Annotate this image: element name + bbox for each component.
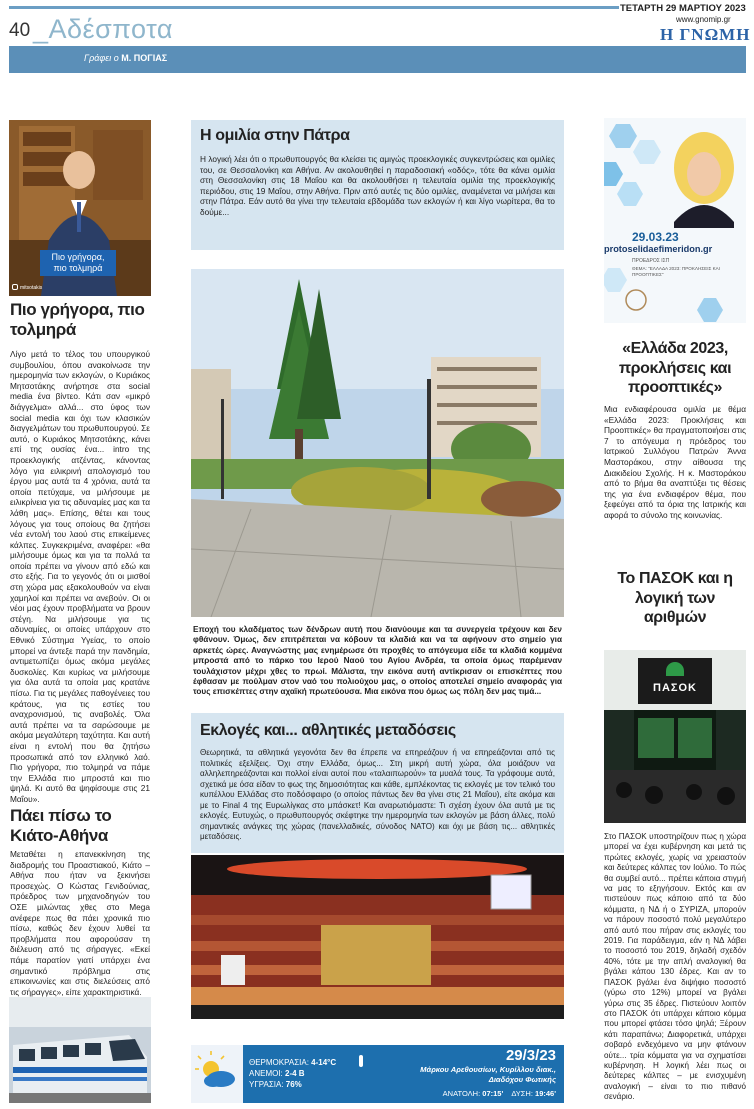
park-photo-caption: Εποχή του κλαδέματος των δένδρων αυτή που διανύουμε και τα συνεργεία τρέχουν και δεν φθάνουν. Όμως, δεν επιτρέπεται να κόβουν τα κλαδιά και να τα αφήνουν στο σημείο για αρκετές ώρες. Αναγνώστης μας ενημέρωσε ότι προχθές το απόγευμα είδε τα κλαδιά κομμένα μπροστά από το πάρκο του Ιερού Ναού του Αγίου Ανδρέα, τα οποία όμως παρέμεναν τουλάχιστον μέχρι χθες το πρωί. Μάλιστα, την εικόνα αυτή αντίκρισαν οι επισκέπτες που έφθασαν με πούλμαν στον ναό του πολιούχου μας, ο οποίος αποτελεί σημείο αναφοράς για τους επισκέπτες στην αχαϊκή πρωτεύουσα. Μια εικόνα που όμως ως πόλη δεν μας τιμά... — [193, 625, 562, 697]
wind-label: ΑΝΕΜΟΙ: — [249, 1069, 283, 1078]
pm-photo-account: mitsotakis — [20, 285, 43, 291]
sunset-value: 19:46' — [535, 1089, 556, 1098]
instagram-icon — [12, 284, 18, 290]
wind-value: 2-4 Β — [285, 1069, 305, 1078]
article-title-pasok: Το ΠΑΣΟΚ και η λογική των αριθμών — [617, 570, 733, 626]
pasok-photo — [604, 650, 746, 823]
article-title-patra: Η ομιλία στην Πάτρα — [200, 127, 350, 144]
article-body-pasok: Στο ΠΑΣΟΚ υποστηρίζουν πως η χώρα μπορεί να έχει κυβέρνηση και μετά τις πρώτες εκλογές, χωρίς να χρειαστούν και δεύτερες κάλπες τον Ιούλιο. Το πώς θα συμβεί αυτό... πρέπει κάποια στιγμή να μας το εξηγήσουν. Εκτός και αν πιστεύουν πως κάποιο από τα δύο κόμματα, η ΝΔ ή ο ΣΥΡΙΖΑ, μπορούν να πάρουν ποσοστό πολύ μεγαλύτερο από αυτό που πήραν στις εκλογές του 2019. Για παράδειγμα, εάν η ΝΔ λάβει το ποσοστό του 2019, δηλαδή σχεδόν 40%, τότε με την απλή αναλογική θα βγάλει κάπου 130 έδρες. Και αν το ΠΑΣΟΚ βγάλει ένα διψήφιο ποσοστό (γύρω στο 12%) μπορεί να βγάλει γύρω στις 35 έδρες. Πιστεύουν λοιπόν στο ΠΑΣΟΚ ότι υπάρχει κάποιο κόμμα που μπορεί φτάσει τόσο ψηλά; Ξέρουν κάτι παραπάνω; Διαφορετικά, υπάρχει σοβαρό ενδεχόμενο να μην φτάνουν ούτε... τρία κόμματα για να σχηματίσει κυβέρνηση. Η λογική λέει πως οι δεύτερες κάλπες – με ενισχυμένη αναλογική – είναι το πιο πιθανό σενάριο. — [604, 832, 746, 1102]
ad-site: protoselidaefimeridon.gr — [604, 244, 713, 254]
sunrise-label: ΑΝΑΤΟΛΗ: — [442, 1089, 481, 1098]
article-body-kiato: Μεταθέτει η επανεκκίνηση της διαδρομής του Προαστιακού, Κιάτο – Αθήνα που ήταν να ξεκινήσει προσεχώς. Ο Κώστας Γενιδούνιας, πρόεδρος των μηχανοδηγών του ΟΣΕ μιλώντας χθες στο Mega ανέφερε πως θα πάει χρονικά πιο πίσω, καθώς δεν έχουν λυθεί τα προβλήματα που αφορούσαν τη διέλευση από τις σήραγγες. «Εκεί πάμε παρατίον γιατί υπάρχει ένα σημαντικό πρόβλημα στις επικοινωνίες και στις διελεύσεις από τις σήραγγες», είπε χαρακτηριστικά. — [10, 849, 150, 997]
pasok-sun-logo — [666, 662, 684, 676]
author-name: Μ. ΠΟΓΙΑΣ — [121, 53, 168, 63]
logo: Η ΓΝΩΜΗ — [660, 25, 751, 44]
name-days: Μάρκου Αρεθουσίων, Κυρίλλου διακ., Διαδόχου Φωτικής — [420, 1065, 556, 1084]
pm-photo-overlay: Πιο γρήγορα, πιο τολμηρά — [40, 250, 116, 276]
temp-label: ΘΕΡΜΟΚΡΑΣΙΑ: — [249, 1058, 309, 1067]
arena-photo — [191, 855, 564, 1019]
pasok-sign: ΠΑΣΟΚ — [653, 682, 697, 694]
weather-wind-row — [249, 1068, 336, 1079]
train-photo — [9, 997, 151, 1103]
author-line — [84, 53, 167, 63]
article-body-faster: Λίγο μετά το τέλος του υπουργικού συμβουλίου, όπου ανακοίνωσε την ημερομηνία των εκλογών, ο Κυριάκος Μητσοτάκης ανήρτησε στα social media ένα βίντεο. Κάτι σαν «μικρό διάγγελμα» αλλά... στο ύφος των social media και όχι των κλασικών διαγγελμάτων του πρωθυπουργού. Σε αυτό, ο Κυριάκος Μητσοτάκης, κάνει επί της ουσίας ένα... intro της προεκλογικής ατζέντας, κάνοντας λόγο για ειλικρινή απολογισμό του έργου μας αυτά τα 4 χρόνια, αυτά τα οποία πετύχαμε, να μιλήσουμε με ειλικρίνεια για τις αδυναμίες μας και τα λάθη μας». Επίσης, θέτει και τους λόγους για τους οποίους θα ζητήσει νέα εντολή του λαού στις επικείμενες κάλπες. Συγκεκριμένα, αναφέρει: «θα μιλήσουμε όμως και για τα πολλά τα οποία πρέπει να γίνουν από εδώ και στο εξής. Για το γεγονός ότι οι μισθοί στη χώρα μας εξακολουθούν να είναι χαμηλοί και πρέπει να ανεβούν. Οι οι νέοι μας έχουν προβλήματα να βρουν στέγη. Να μιλήσουμε για τις αδυναμίες, οι οποίες υπάρχουν στο Εθνικό Σύστημα Υγείας, το οποίο μπορεί να άντεξε παρά την πανδημία, αντιμετωπίζει όμως ακόμα μεγάλες δυσκολίες. Και κυρίως να μιλήσουμε για όλα αυτά τα οποία μας κρατάνε πίσω. Για τις μεγάλες παθογένειες του κράτους, για τις εστίες του αναχρονισμού, τις αναβολές. Όλα αυτά πρέπει να τα σαρώσουμε με ακόμα μεγαλύτερη ταχύτητα. Και αυτή είναι η εντολή που θα ζητήσω προσωπικά από τον ελληνικό λαό. Πιο γρήγορα, πιο τολμηρά να πάμε την Ελλάδα πιο μπροστά και πιο ψηλά. Κι αυτό θα ψηφίσουμε στις 21 Μαΐου». — [10, 349, 150, 804]
page-number: 40 — [9, 20, 31, 41]
section-title: _Αδέσποτα — [33, 14, 174, 44]
humidity-label: ΥΓΡΑΣΙΑ: — [249, 1080, 284, 1089]
park-photo — [191, 269, 564, 617]
humidity-value: 76% — [285, 1080, 302, 1089]
arena-illustration — [191, 855, 564, 1019]
elections-box — [191, 713, 564, 853]
ad-sub: ΠΡΟΕΔΡΟΣ ΙΣΠ — [632, 258, 670, 264]
sunrise-value: 07:15' — [482, 1089, 504, 1098]
website: www.gnomip.gr — [676, 15, 731, 24]
weather-bar — [191, 1045, 564, 1103]
header-top-rule — [9, 6, 619, 9]
article-title-faster: Πιο γρήγορα, πιο τολμηρά — [10, 300, 145, 339]
article-title-greece2023: «Ελλάδα 2023, προκλήσεις και προοπτικές» — [618, 340, 732, 396]
article-title-kiato: Πάει πίσω το Κιάτο-Αθήνα — [10, 806, 112, 845]
sunset-label: ΔΥΣΗ: — [511, 1089, 533, 1098]
page-date: ΤΕΤΑΡΤΗ 29 ΜΑΡΤΙΟΥ 2023 — [620, 3, 746, 14]
weather-icon-box — [191, 1045, 243, 1103]
event-ad — [604, 118, 746, 323]
thermometer-icon — [359, 1055, 363, 1067]
ad-date: 29.03.23 — [632, 230, 679, 244]
ad-theme: ΘΕΜΑ: "ΕΛΛΑΔΑ 2023: ΠΡΟΚΛΗΣΕΙΣ ΚΑΙ ΠΡΟΟΠΤΙΚΕΣ" — [632, 266, 721, 277]
article-title-elections: Εκλογές και... αθλητικές μεταδόσεις — [200, 722, 456, 739]
article-body-greece2023: Μια ενδιαφέρουσα ομιλία με θέμα «Ελλάδα 2023: Προκλήσεις και Προοπτικές» θα πραγματοποιήσει στις 7 το απόγευμα η πρόεδρος του Ιατρικού Συλλόγου Πατρών Άννα Μαστοράκου, στην αίθουσα της Διακιδείου Σχολής. Η κ. Μαστοράκου από το βήμα θα αναπτύξει τις θέσεις της για ένα ενδιαφέρον θέμα, που ξεφεύγει από τα όρια της Ιατρικής και αφορά το σύνολο της κοινωνίας. — [604, 404, 746, 520]
patra-box — [191, 120, 564, 250]
sun-times — [443, 1089, 556, 1098]
sun-cloud-icon — [191, 1045, 243, 1103]
train-illustration — [9, 997, 151, 1103]
park-illustration — [191, 269, 564, 617]
article-body-elections: Θεωρητικά, τα αθλητικά γεγονότα δεν θα έπρεπε να επηρεάζουν ή να επηρεάζονται από τις πολιτικές εξελίξεις. Όχι στην Ελλάδα, όμως... Στη μικρή αυτή χώρα, όλα μοιάζουν να αλληλεπηρεάζονται και πολλοί είναι αυτοί που «ταλαιπωρούν» τα μυαλά τους. Τα γράφουμε αυτά, σχετικά με όσα είδαν το φως της δημοσιότητας και κάθε, εμπλέκοντας τις εκλογές με τον τελικό του κυπέλλου Ελλάδας στο ποδόσφαιρο (ο οποίος πάντως δεν θα γίνει στις 21 Μαΐου), είτε ακόμα και με το Final 4 της Ευρωλίγκας στο μπάσκετ! Και αναρωτιόμαστε: Τι σχέση έχουν όλα αυτά με τις εκλογές. Ευτυχώς, ο πρωθυπουργός σκέφτηκε την ημερομηνία των εκλογών με βάση άλλες, πολύ σημαντικές ανάγκες της χώρας (πανελλαδικές, σύνοδος ΝΑΤΟ) και όχι με βάση τις... αθλητικές μεταδόσεις. — [200, 748, 555, 841]
event-ad-graphics — [604, 118, 746, 323]
article-body-patra: Η λογική λέει ότι ο πρωθυπουργός θα κλείσει τις αμιγώς προεκλογικές συγκεντρώσεις και ομιλίες του, σε Θεσσαλονίκη και Αθήνα. Αν ακολουθηθεί η παραδοσιακή «οδός», τότε θα κάνει ομιλία στη Θεσσαλονίκη στις 18 Μαΐου και θα ακολουθήσει η τελευταία ομιλία της προεκλογικής περιόδου, στις 19 Μαΐου, στην Αθήνα. Πριν από αυτές τις δύο ομιλίες, αναμένεται να μιλήσει και στην Πάτρα. Εάν αυτό θα γίνει την τελευταία εβδομάδα των εκλογών ή και λίγο νωρίτερα, θα το δούμε... — [200, 154, 555, 217]
temp-value: 4-14°C — [311, 1058, 337, 1067]
weather-stats — [249, 1057, 336, 1090]
weather-date: 29/3/23 — [505, 1047, 556, 1064]
weather-humidity-row — [249, 1079, 336, 1090]
author-prefix: Γράφει ο — [84, 53, 119, 63]
weather-temp-row — [249, 1057, 336, 1068]
